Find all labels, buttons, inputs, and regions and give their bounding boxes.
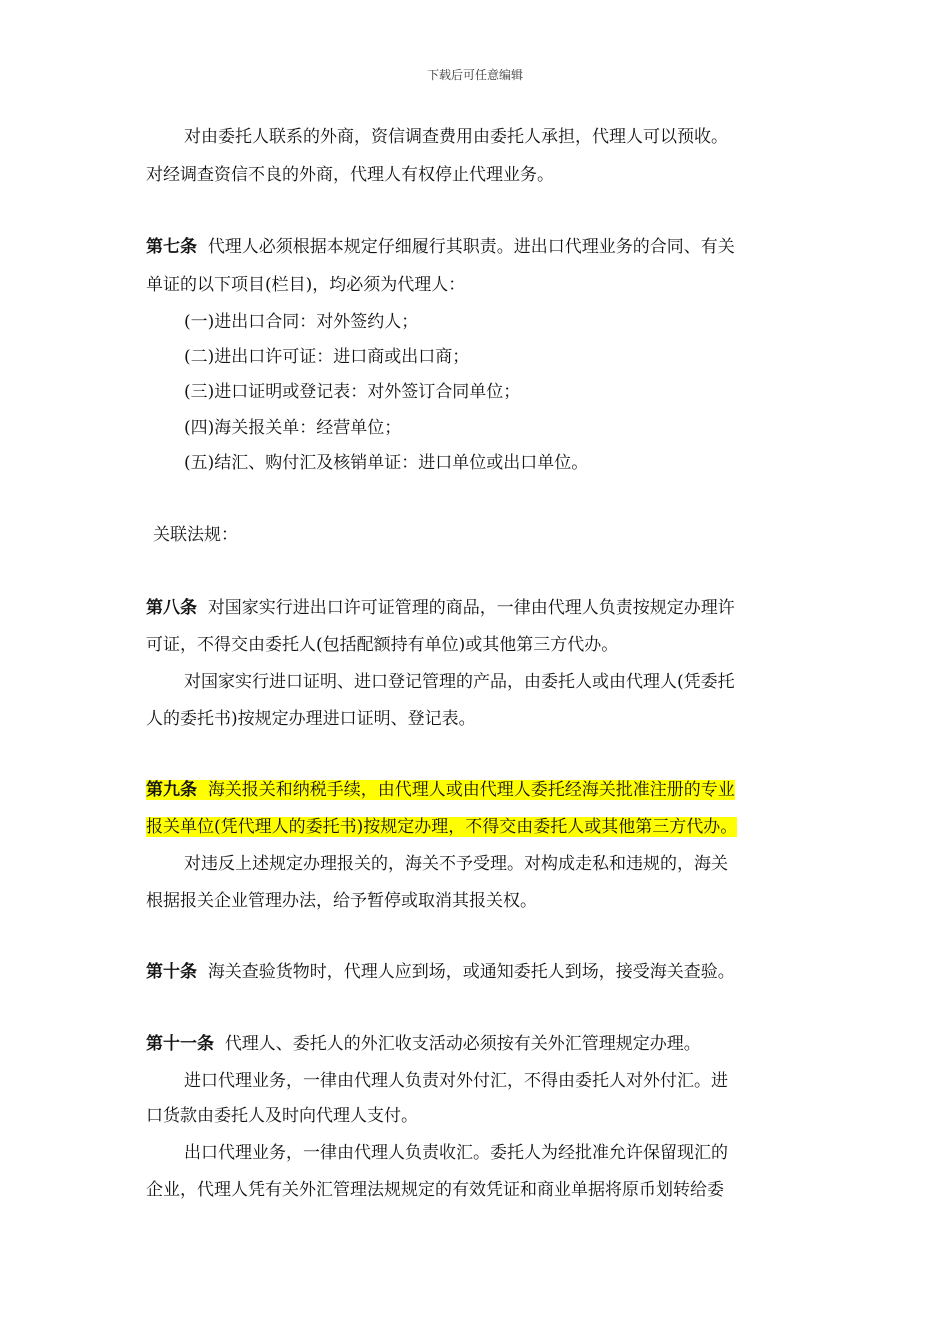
paragraph-line: 对国家实行进口证明、进口登记管理的产品，由委托人或由代理人(凭委托 [184, 672, 735, 692]
list-item: (一)进出口合同：对外签约人； [184, 312, 419, 332]
article-8-title: 第八条 [146, 598, 197, 618]
article-10-line [146, 961, 816, 983]
highlighted-line [146, 816, 816, 838]
article-9-title: 第九条 [146, 780, 197, 800]
paragraph-line: 根据报关企业管理办法，给予暂停或取消其报关权。 [146, 891, 537, 911]
article-9-line [146, 779, 816, 801]
article-8-text: 对国家实行进出口许可证管理的商品，一律由代理人负责按规定办理许 [207, 598, 735, 618]
paragraph-line: 对由委托人联系的外商，资信调查费用由委托人承担，代理人可以预收。 [184, 127, 728, 147]
list-item: (四)海关报关单：经营单位； [184, 418, 402, 438]
article-8-line [146, 597, 816, 619]
page-header: 下载后可任意编辑 [426, 68, 523, 82]
article-9-text-cont: 报关单位(凭代理人的委托书)按规定办理，不得交由委托人或其他第三方代办。 [146, 817, 738, 837]
paragraph-line: 口货款由委托人及时向代理人支付。 [146, 1106, 418, 1126]
paragraph-line: 人的委托书)按规定办理进口证明、登记表。 [146, 709, 476, 729]
list-item: (五)结汇、购付汇及核销单证：进口单位或出口单位。 [184, 453, 589, 473]
list-item: (三)进口证明或登记表：对外签订合同单位； [184, 382, 521, 402]
article-7-text: 代理人必须根据本规定仔细履行其职责。进出口代理业务的合同、有关 [207, 237, 735, 257]
paragraph-line: 企业，代理人凭有关外汇管理法规规定的有效凭证和商业单据将原币划转给委 [146, 1180, 724, 1200]
paragraph-line: 进口代理业务，一律由代理人负责对外付汇，不得由委托人对外付汇。进 [184, 1071, 728, 1091]
article-7-line [146, 236, 816, 258]
article-11-text: 代理人、委托人的外汇收支活动必须按有关外汇管理规定办理。 [224, 1034, 701, 1054]
list-item: (二)进出口许可证：进口商或出口商； [184, 347, 470, 367]
paragraph-line: 单证的以下项目(栏目)，均必须为代理人： [146, 275, 466, 295]
article-10-title: 第十条 [146, 962, 197, 982]
paragraph-line: 对经调查资信不良的外商，代理人有权停止代理业务。 [146, 165, 554, 185]
article-9-text: 海关报关和纳税手续，由代理人或由代理人委托经海关批准注册的专业 [207, 780, 735, 800]
article-11-title: 第十一条 [146, 1034, 214, 1054]
paragraph-line: 可证，不得交由委托人(包括配额持有单位)或其他第三方代办。 [146, 635, 619, 655]
paragraph-line: 出口代理业务，一律由代理人负责收汇。委托人为经批准允许保留现汇的 [184, 1143, 728, 1163]
article-11-line [146, 1033, 816, 1055]
paragraph-line: 对违反上述规定办理报关的，海关不予受理。对构成走私和违规的，海关 [184, 854, 728, 874]
article-10-text: 海关查验货物时，代理人应到场，或通知委托人到场，接受海关查验。 [207, 962, 735, 982]
article-7-title: 第七条 [146, 237, 197, 257]
related-regulations-label: 关联法规： [153, 525, 238, 545]
